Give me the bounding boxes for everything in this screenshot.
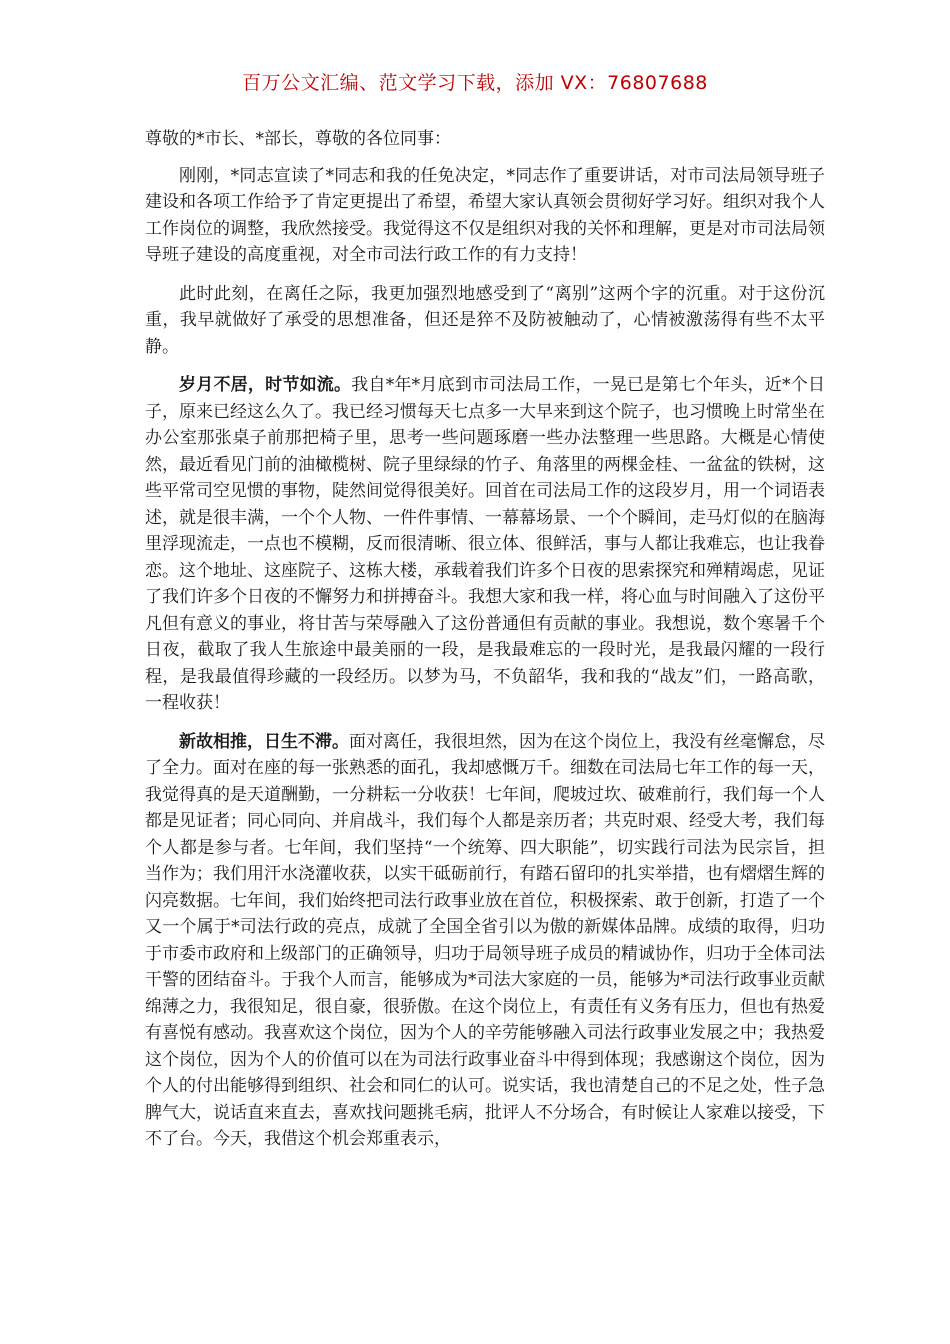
paragraph-text: 刚刚，*同志宣读了*同志和我的任免决定，*同志作了重要讲话，对市司法局领导班子建设和各项工作给予了肯定更提出了希望，希望大家认真领会贯彻好学习好。组织对我个人工作岗位的调整，我欣然接受。我觉得这不仅是组织对我的关怀和理解，更是对市司法局领导班子建设的高度重视，对全市司法行政工作的有力支持！ [145, 165, 825, 265]
paragraph-1 [145, 163, 825, 269]
header-banner: 百万公文汇编、范文学习下载，添加 VX：76807688 [242, 72, 708, 94]
document-body [145, 126, 825, 1165]
paragraph-4 [145, 729, 825, 1153]
paragraph-2 [145, 281, 825, 361]
salutation: 尊敬的*市长、*部长，尊敬的各位同事： [145, 129, 451, 149]
paragraph-text: 此时此刻，在离任之际，我更加强烈地感受到了“离别”这两个字的沉重。对于这份沉重，我早就做好了承受的思想准备，但还是猝不及防被触动了，心情被激荡得有些不太平静。 [145, 283, 825, 357]
paragraph-text: 我自*年*月底到市司法局工作，一晃已是第七个年头，近*个日子，原来已经这么久了。我已经习惯每天七点多一大早来到这个院子，也习惯晚上时常坐在办公室那张桌子前那把椅子里，思考一些问题琢磨一些办法整理一些思路。大概是心情使然，最近看见门前的油橄榄树、院子里绿绿的竹子、角落里的两棵金桂、一盆盆的铁树，这些平常司空见惯的事物，陡然间觉得很美好。回首在司法局工作的这段岁月，用一个词语表述，就是很丰满，一个个人物、一件件事情、一幕幕场景、一个个瞬间，走马灯似的在脑海里浮现流走，一点也不模糊，反而很清晰、很立体、很鲜活，事与人都让我难忘，也让我眷恋。这个地址、这座院子、这栋大楼，承载着我们许多个日夜的思索探究和殚精竭虑，见证了我们许多个日夜的不懈努力和拼搏奋斗。我想大家和我一样，将心血与时间融入了这份平凡但有意义的事业，将甘苦与荣辱融入了这份普通但有贡献的事业。我想说，数个寒暑千个日夜，截取了我人生旅途中最美丽的一段，是我最难忘的一段时光，是我最闪耀的一段行程，是我最值得珍藏的一段经历。以梦为马，不负韶华，我和我的“战友”们，一路高歌，一程收获！ [145, 375, 826, 713]
paragraph-text: 面对离任，我很坦然，因为在这个岗位上，我没有丝毫懈怠，尽了全力。面对在座的每一张熟悉的面孔，我却感慨万千。细数在司法局七年工作的每一天，我觉得真的是天道酬勤，一分耕耘一分收获！七年间，爬坡过坎、破难前行，我们每一个人都是见证者；同心同向、并肩战斗，我们每个人都是亲历者；共克时艰、经受大考，我们每个人都是参与者。七年间，我们坚持“一个统筹、四大职能”，切实践行司法为民宗旨，担当作为；我们用汗水浇灌收获，以实干砥砺前行，有踏石留印的扎实举措，也有熠熠生辉的闪亮数据。七年间，我们始终把司法行政事业放在首位，积极探索、敢于创新，打造了一个又一个属于*司法行政的亮点，成就了全国全省引以为傲的新媒体品牌。成绩的取得，归功于市委市政府和上级部门的正确领导，归功于局领导班子成员的精诚协作，归功于全体司法干警的团结奋斗。于我个人而言，能够成为*司法大家庭的一员，能够为*司法行政事业贡献绵薄之力，我很知足，很自豪，很骄傲。在这个岗位上，有责任有义务有压力，但也有热爱有喜悦有感动。我喜欢这个岗位，因为个人的辛劳能够融入司法行政事业发展之中；我热爱这个岗位，因为个人的价值可以在为司法行政事业奋斗中得到体现；我感谢这个岗位，因为个人的付出能够得到组织、社会和同仁的认可。说实话，我也清楚自己的不足之处，性子急脾气大，说话直来直去，喜欢找问题挑毛病，批评人不分场合，有时候让人家难以接受，下不了台。今天，我借这个机会郑重表示， [145, 731, 825, 1149]
paragraph-lead: 岁月不居，时节如流。 [179, 375, 352, 395]
paragraph-lead: 新故相推，日生不滞。 [179, 731, 349, 752]
paragraph-3 [145, 372, 825, 717]
